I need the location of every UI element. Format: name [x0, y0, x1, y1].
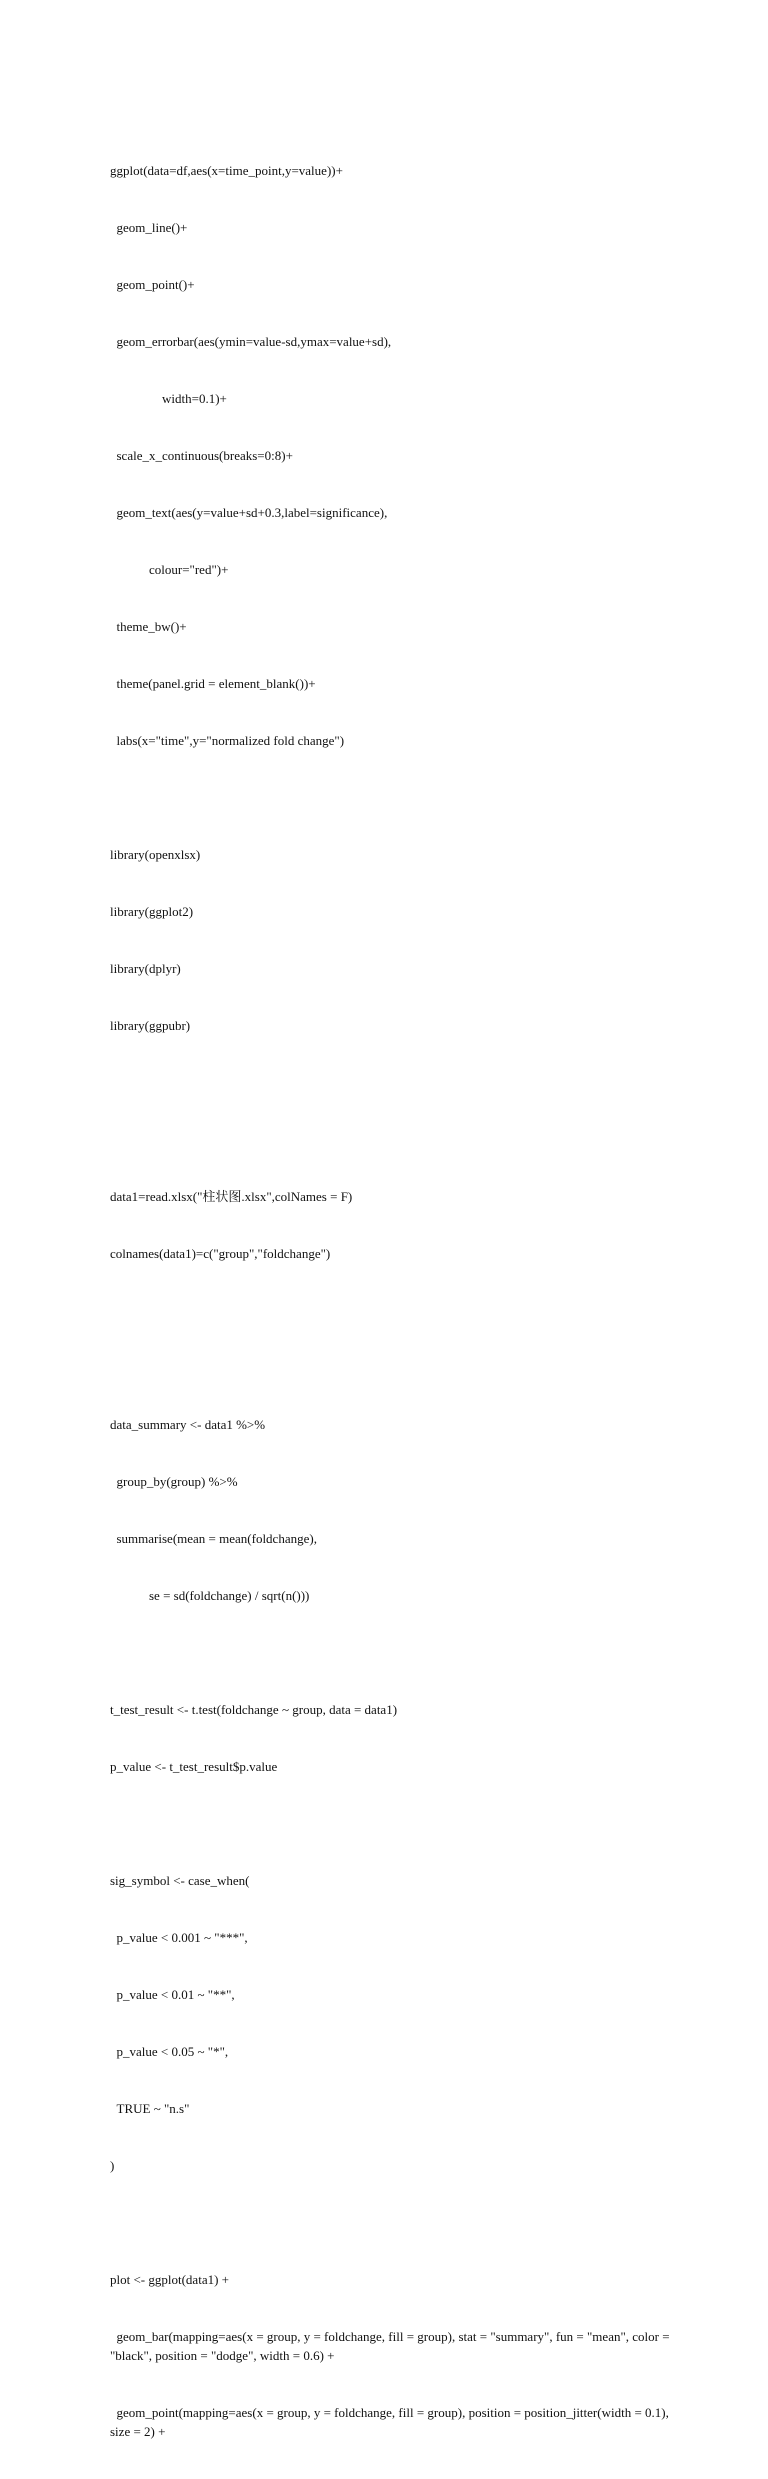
blank-line [110, 1358, 670, 1377]
code-line: colour="red")+ [110, 562, 229, 577]
blank-line [110, 1814, 670, 1833]
code-line: summarise(mean = mean(foldchange), [110, 1531, 317, 1546]
code-line: data_summary <- data1 %>% [110, 1417, 266, 1432]
code-line: ) [110, 2158, 115, 2173]
code-line: geom_errorbar(aes(ymin=value-sd,ymax=value+sd), [110, 334, 392, 349]
code-line: group_by(group) %>% [110, 1474, 238, 1489]
code-line: theme_bw()+ [110, 619, 187, 634]
code-line: geom_point(mapping=aes(x = group, y = foldchange, fill = group), position = position_jitter(width = 0.1), size = 2) + [110, 2405, 673, 2439]
blank-line [110, 1073, 670, 1092]
code-line: library(ggpubr) [110, 1018, 191, 1033]
code-line: geom_line()+ [110, 220, 188, 235]
blank-line [110, 2213, 670, 2232]
code-line: scale_x_continuous(breaks=0:8)+ [110, 448, 293, 463]
code-line: t_test_result <- t.test(foldchange ~ group, data = data1) [110, 1702, 398, 1717]
code-line: plot <- ggplot(data1) + [110, 2272, 229, 2287]
code-line: geom_point()+ [110, 277, 195, 292]
blank-line [110, 1643, 670, 1662]
blank-line [110, 1301, 670, 1320]
code-block [110, 123, 673, 2479]
code-line: p_value < 0.01 ~ "**", [110, 1987, 235, 2002]
code-line: library(openxlsx) [110, 847, 201, 862]
code-line: se = sd(foldchange) / sqrt(n())) [110, 1588, 310, 1603]
blank-line [110, 788, 670, 807]
code-line: labs(x="time",y="normalized fold change") [110, 733, 345, 748]
code-line: colnames(data1)=c("group","foldchange") [110, 1246, 331, 1261]
code-line: geom_text(aes(y=value+sd+0.3,label=significance), [110, 505, 388, 520]
code-line: p_value < 0.05 ~ "*", [110, 2044, 229, 2059]
code-line: geom_bar(mapping=aes(x = group, y = foldchange, fill = group), stat = "summary", fun = "mean", color = "black", position = "dodge", width = 0.6) + [110, 2329, 673, 2363]
code-line: ggplot(data=df,aes(x=time_point,y=value))+ [110, 163, 343, 178]
code-line: library(dplyr) [110, 961, 181, 976]
code-line: TRUE ~ "n.s" [110, 2101, 190, 2116]
code-line: width=0.1)+ [110, 391, 227, 406]
code-line: p_value < 0.001 ~ "***", [110, 1930, 248, 1945]
code-line: sig_symbol <- case_when( [110, 1873, 250, 1888]
blank-line [110, 1130, 670, 1149]
code-line: theme(panel.grid = element_blank())+ [110, 676, 316, 691]
code-line: library(ggplot2) [110, 904, 194, 919]
code-line: data1=read.xlsx("柱状图.xlsx",colNames = F) [110, 1189, 353, 1204]
code-line: p_value <- t_test_result$p.value [110, 1759, 278, 1774]
